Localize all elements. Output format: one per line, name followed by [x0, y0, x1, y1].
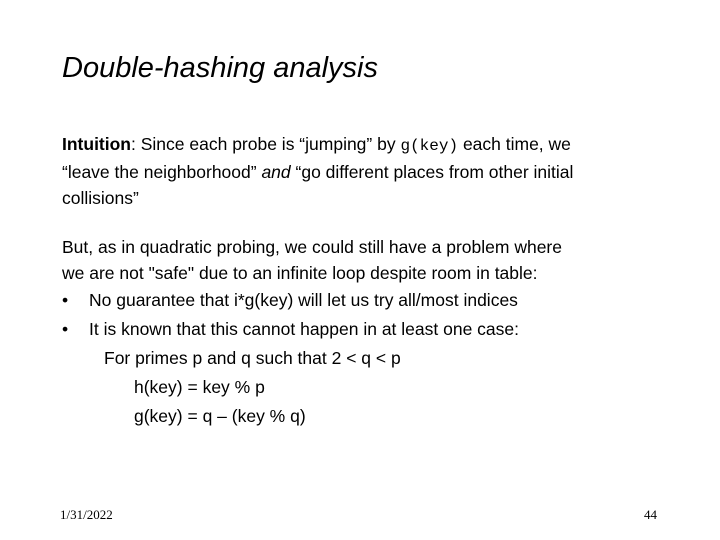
bullet-text-2: It is known that this cannot happen in at least one case: — [89, 319, 519, 339]
but-paragraph — [62, 234, 682, 286]
intuition-text-2b: “go different places from other initial — [290, 162, 574, 182]
intuition-text-1b: each time, we — [458, 134, 571, 154]
intuition-line-3: collisions” — [62, 188, 139, 208]
bullet-text-1: No guarantee that i*g(key) will let us try all/most indices — [89, 290, 518, 310]
but-line-1: But, as in quadratic probing, we could still have a problem where — [62, 237, 562, 257]
intuition-line-2 — [62, 159, 682, 185]
case-condition: For primes p and q such that 2 < q < p — [104, 348, 401, 368]
bullet-item-2 — [62, 317, 519, 341]
intuition-text-1a: : Since each probe is “jumping” by — [131, 134, 401, 154]
bullet-item-1 — [62, 288, 518, 312]
bullet-marker: • — [62, 319, 69, 339]
intuition-text-2a: “leave the neighborhood” — [62, 162, 262, 182]
case-h-formula: h(key) = key % p — [134, 377, 265, 397]
case-g-formula: g(key) = q – (key % q) — [134, 406, 306, 426]
bullet-marker: • — [62, 290, 69, 310]
intuition-paragraph — [62, 131, 682, 211]
but-line-2: we are not "safe" due to an infinite loop despite room in table: — [62, 263, 538, 283]
slide-title: Double-hashing analysis — [62, 52, 378, 84]
page-number: 44 — [644, 507, 657, 522]
footer-date: 1/31/2022 — [60, 507, 113, 522]
intuition-and: and — [261, 162, 291, 182]
intuition-code: g(key) — [400, 137, 459, 155]
intuition-label: Intuition — [62, 134, 132, 154]
intuition-line-1 — [62, 131, 682, 159]
